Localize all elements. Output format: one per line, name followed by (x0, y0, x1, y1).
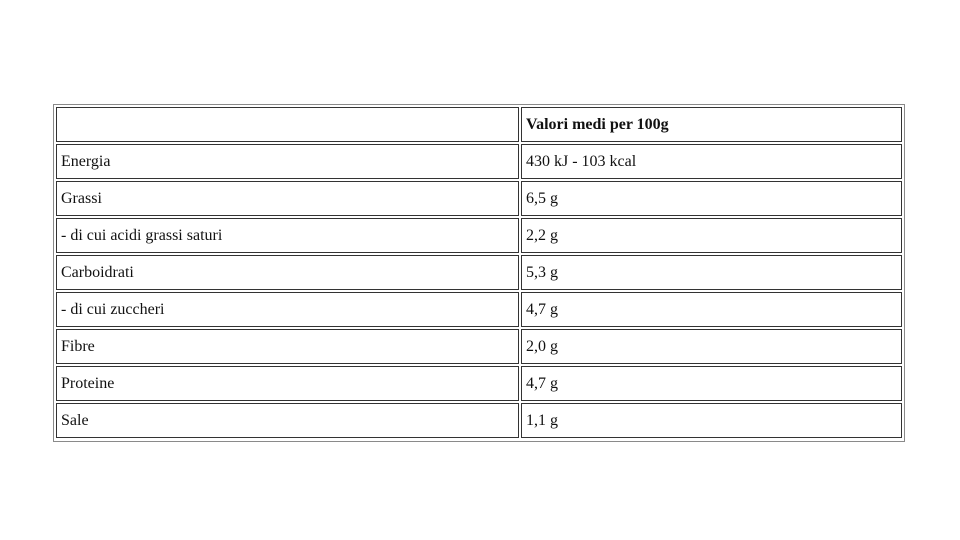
row-label-sale: Sale (56, 403, 519, 438)
row-label-grassi-saturi: - di cui acidi grassi saturi (56, 218, 519, 253)
row-value-fibre: 2,0 g (521, 329, 902, 364)
nutrition-table (53, 104, 905, 442)
row-label-carboidrati: Carboidrati (56, 255, 519, 290)
row-value-sale: 1,1 g (521, 403, 902, 438)
row-value-proteine: 4,7 g (521, 366, 902, 401)
row-value-grassi-saturi: 2,2 g (521, 218, 902, 253)
row-value-grassi: 6,5 g (521, 181, 902, 216)
row-label-grassi: Grassi (56, 181, 519, 216)
row-label-fibre: Fibre (56, 329, 519, 364)
row-value-zuccheri: 4,7 g (521, 292, 902, 327)
row-label-zuccheri: - di cui zuccheri (56, 292, 519, 327)
row-value-carboidrati: 5,3 g (521, 255, 902, 290)
header-empty-cell (56, 107, 519, 142)
header-value-cell: Valori medi per 100g (521, 107, 902, 142)
nutrition-table-grid (56, 107, 902, 438)
row-label-proteine: Proteine (56, 366, 519, 401)
row-label-energia: Energia (56, 144, 519, 179)
row-value-energia: 430 kJ - 103 kcal (521, 144, 902, 179)
